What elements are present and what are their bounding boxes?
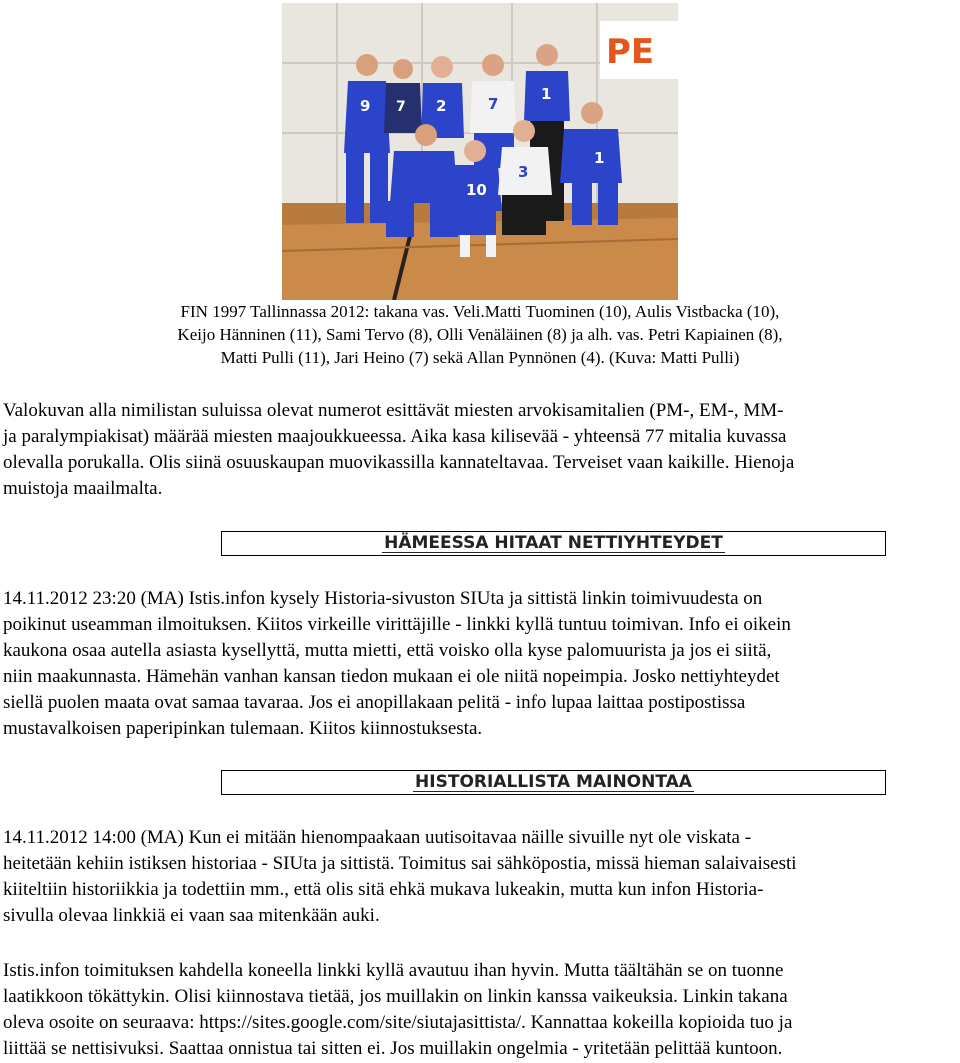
wall-banner-text: PE [606, 32, 655, 72]
text-line: laatikkoon tökättykin. Olisi kiinnostava tietää, jos muillakin on linkin kanssa vaikeuksia. Linkin takana [3, 986, 788, 1007]
text-line: kaukona osaa autella asiasta kysellyttä, mutta mietti, että voisko olla kyse palomuurista ja jos ei siitä, [3, 640, 772, 661]
team-photo [282, 3, 678, 300]
text-line: poikinut useamman ilmoituksen. Kiitos virkeille virittäjille - linkki kyllä tuntuu toimivan. Info ei oikein [3, 614, 791, 635]
text-line: kiiteltiin historiikkia ja todettiin mm., että olis sitä ehkä mukava lukeakin, mutta kun infon Historia- [3, 879, 764, 900]
team-photo-image [282, 3, 678, 300]
svg-text:10: 10 [466, 181, 487, 199]
caption-line: Matti Pulli (11), Jari Heino (7) sekä Allan Pynnönen (4). (Kuva: Matti Pulli) [220, 348, 740, 367]
intro-paragraph [3, 398, 958, 502]
section-heading: HISTORIALLISTA MAINONTAA [415, 772, 692, 792]
svg-text:7: 7 [396, 99, 406, 115]
text-line: Valokuvan alla nimilistan suluissa olevat numerot esittävät miesten arvokisamitalien (PM-, EM-, MM- [3, 400, 784, 421]
article-paragraph [3, 825, 958, 929]
svg-text:3: 3 [518, 163, 529, 181]
text-line: siellä puolen maata ovat samaa tavaraa. Jos ei anopillakaan pelitä - info lupaa laittaa postipostissa [3, 692, 746, 713]
article-paragraph [3, 958, 958, 1062]
photo-caption [0, 300, 960, 369]
caption-line: Keijo Hänninen (11), Sami Tervo (8), Olli Venäläinen (8) ja alh. vas. Petri Kapiainen (8), [177, 325, 783, 344]
section-heading-banner [221, 770, 886, 795]
svg-text:2: 2 [436, 97, 447, 115]
text-line: ja paralympiakisat) määrää miesten maajoukkueessa. Aika kasa kilisevää - yhteensä 77 mitalia kuvassa [3, 426, 787, 447]
svg-text:7: 7 [488, 95, 499, 113]
text-line: niin maakunnasta. Hämehän vanhan kansan tiedon mukaan ei ole niitä nopeimpia. Josko nettiyhteydet [3, 666, 780, 687]
text-line: oleva osoite on seuraava: https://sites.google.com/site/siutajasittista/. Kannattaa kokeilla kopioida tuo ja [3, 1012, 793, 1033]
text-line: 14.11.2012 14:00 (MA) Kun ei mitään hienompaakaan uutisoitavaa näille sivuille nyt ole viskata - [3, 827, 752, 848]
text-line: muistoja maailmalta. [3, 478, 163, 499]
text-line: 14.11.2012 23:20 (MA) Istis.infon kysely Historia-sivuston SIUta ja sittistä linkin toimivuudesta on [3, 588, 763, 609]
section-heading-banner [221, 531, 886, 556]
text-line: liittää se nettisivuksi. Saattaa onnistua tai sitten ei. Jos muillakin ongelmia - yritetään pelittää kuntoon. [3, 1038, 783, 1059]
svg-text:1: 1 [594, 149, 605, 167]
caption-line: FIN 1997 Tallinnassa 2012: takana vas. Veli.Matti Tuominen (10), Aulis Vistbacka (10), [180, 302, 780, 321]
article-paragraph [3, 586, 958, 742]
text-line: Istis.infon toimituksen kahdella koneella linkki kyllä avautuu ihan hyvin. Mutta täältähän se on tuonne [3, 960, 784, 981]
section-heading: HÄMEESSA HITAAT NETTIYHTEYDET [384, 533, 723, 553]
text-line: heitetään kehiin istiksen historiaa - SIUta ja sittistä. Toimitus sai sähköpostia, missä hieman salaivaisesti [3, 853, 797, 874]
text-line: mustavalkoisen paperipinkan tulemaan. Kiitos kiinnostuksesta. [3, 718, 483, 739]
text-line: sivulla olevaa linkkiä ei vaan saa mitenkään auki. [3, 905, 380, 926]
svg-text:9: 9 [360, 97, 371, 115]
text-line: olevalla porukalla. Olis siinä osuuskaupan muovikassilla kannateltavaa. Terveiset vaan kaikille. Hienoja [3, 452, 795, 473]
svg-text:1: 1 [541, 85, 552, 103]
